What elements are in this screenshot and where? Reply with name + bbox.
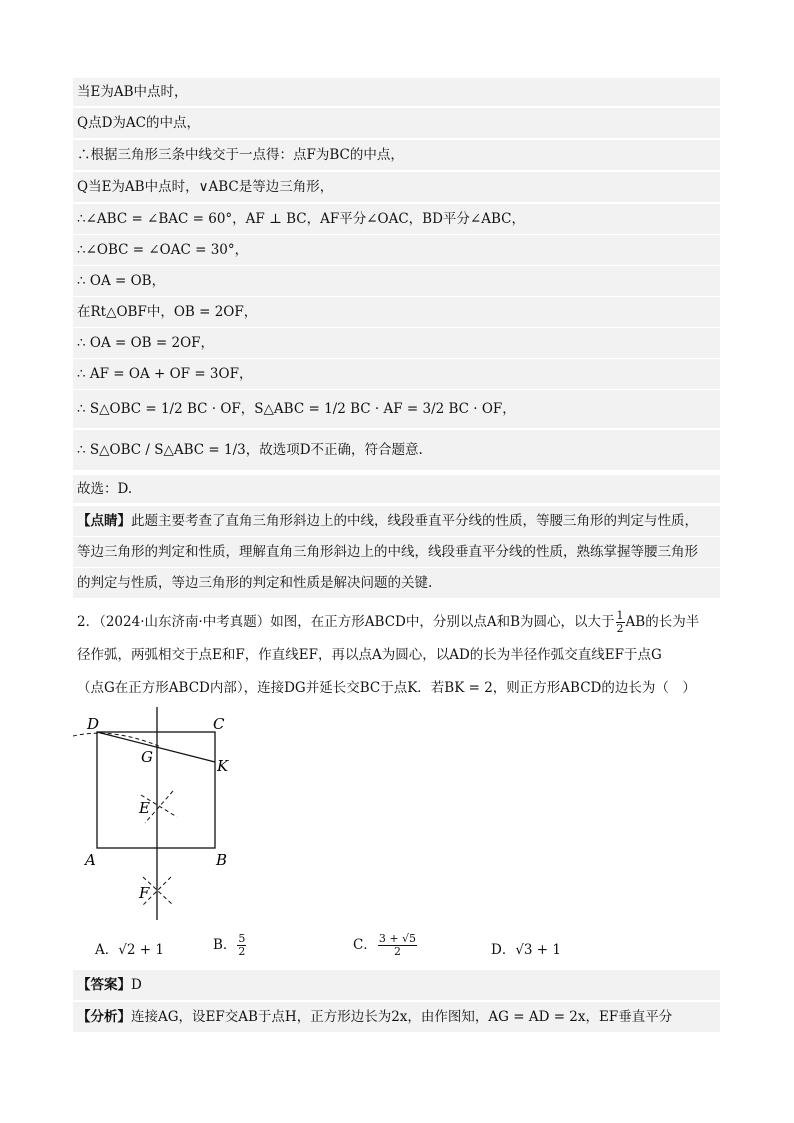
solution-line: ∴∠ABC = ∠BAC = 60°，AF ⊥ BC，AF平分∠OAC，BD平分∠ABC， — [73, 204, 720, 234]
solution-line: ∴ S△OBC = 1/2 BC · OF，S△ABC = 1/2 BC · AF = 3/2 BC · OF， — [73, 390, 720, 428]
label-a: A — [85, 851, 96, 869]
analysis-line: 【分析】连接AG，设EF交AB于点H，正方形边长为2x，由作图知，AG = AD = 2x，EF垂直平分 — [73, 1002, 720, 1032]
comment-label: 【点睛】 — [77, 513, 131, 529]
question-line: （点G在正方形ABCD内部），连接DG并延长交BC于点K．若BK = 2，则正方形ABCD的边长为（ ） — [73, 673, 720, 703]
label-d: D — [87, 715, 100, 733]
comment-line: 等边三角形的判定和性质，理解直角三角形斜边上的中线，线段垂直平分线的性质，熟练掌握等腰三角形 — [73, 537, 720, 567]
option-a[interactable]: A．√2 + 1 — [95, 942, 164, 958]
label-b: B — [216, 851, 228, 869]
option-c[interactable]: C． $\frac{3 + √5}{2}$ — [353, 932, 417, 958]
comment-line: 的判定与性质，等边三角形的判定和性质是解决问题的关键. — [73, 568, 720, 598]
answer-line: 【答案】D — [73, 970, 720, 1000]
solution-line: ∴根据三角形三条中线交于一点得：点F为BC的中点， — [73, 140, 720, 170]
label-f: F — [139, 884, 150, 902]
solution-line: ∴∠OBC = ∠OAC = 30°， — [73, 235, 720, 265]
solution-line: ∴ OA = OB， — [73, 266, 720, 296]
option-b[interactable]: B． $\frac{5}{2}$ — [213, 932, 246, 958]
options-row — [73, 932, 720, 968]
answer-value: D — [131, 977, 142, 993]
solution-line: Q当E为AB中点时，∨ABC是等边三角形， — [73, 172, 720, 202]
solution-line: ∴ AF = OA + OF = 3OF， — [73, 359, 720, 389]
comment-line: 【点睛】此题主要考查了直角三角形斜边上的中线，线段垂直平分线的性质，等腰三角形的判定与性质， — [73, 506, 720, 536]
solution-line: ∴ OA = OB = 2OF， — [73, 328, 720, 358]
square-abcd — [97, 732, 215, 848]
option-d[interactable]: D．√3 + 1 — [491, 942, 562, 958]
solution-line: 故选：D. — [73, 475, 720, 503]
solution-line: 在Rt△OBF中，OB = 2OF， — [73, 297, 720, 327]
solution-line: ∴ S△OBC / S△ABC = 1/3，故选项D不正确，符合题意. — [73, 430, 720, 470]
label-c: C — [213, 715, 225, 733]
label-k: K — [217, 757, 229, 775]
question-line: 径作弧，两弧相交于点E和F，作直线EF，再以点A为圆心，以AD的长为半径作弧交直线EF于点G — [73, 640, 720, 670]
solution-line: 当E为AB中点时， — [73, 78, 720, 106]
fraction-half: $\frac{1}{2}$ — [616, 609, 624, 635]
question-line: 2．（2024·山东济南·中考真题）如图，在正方形ABCD中，分别以点A和B为圆心，以大于 $\frac{1}{2}$ AB的长为半 — [73, 602, 720, 638]
square-construction-figure — [73, 705, 253, 930]
label-e: E — [139, 799, 150, 817]
segment-dk — [97, 732, 215, 762]
label-g: G — [141, 748, 153, 766]
solution-line: Q点D为AC的中点， — [73, 108, 720, 138]
